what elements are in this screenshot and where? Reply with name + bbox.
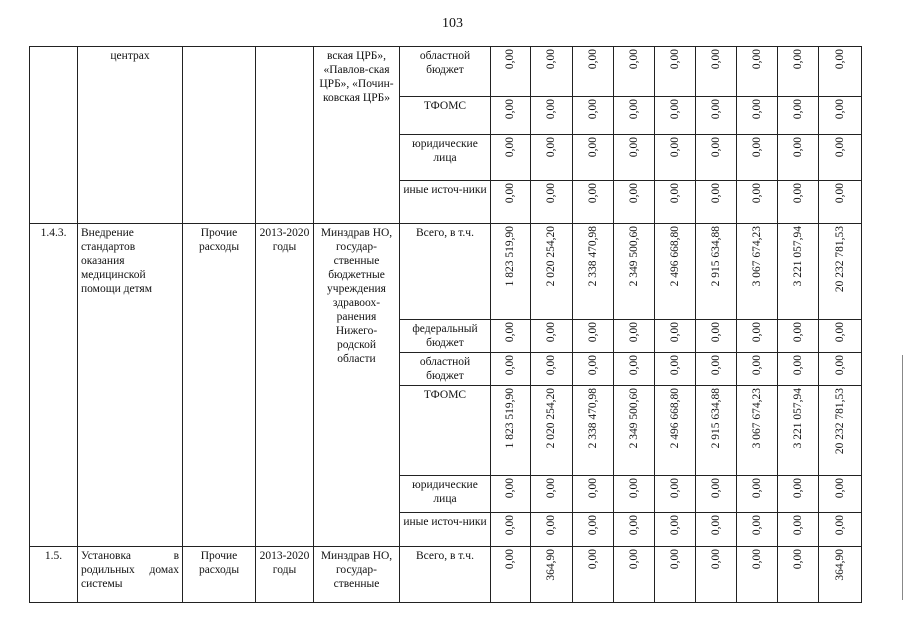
funding-source-label: иные источ-ники xyxy=(400,181,491,224)
row-number-cell: 1.4.3. xyxy=(30,224,78,547)
amount-cell: 2 338 470,98 xyxy=(586,388,599,449)
amount-cell: 0,00 xyxy=(586,99,599,120)
amount-cell: 3 221 057,94 xyxy=(791,226,804,287)
amount-cell: 3 067 674,23 xyxy=(750,388,763,449)
amount-cell: 0,00 xyxy=(627,99,640,120)
amount-cell: 0,00 xyxy=(709,478,722,499)
amount-cell: 0,00 xyxy=(545,478,558,499)
amount-cell: 0,00 xyxy=(750,183,763,204)
amount-cell: 0,00 xyxy=(833,49,846,70)
page-number: 103 xyxy=(442,16,463,31)
amount-cell: 0,00 xyxy=(586,322,599,343)
amount-cell: 0,00 xyxy=(833,478,846,499)
amount-cell: 2 020 254,20 xyxy=(545,226,558,287)
amount-cell: 2 915 634,88 xyxy=(709,388,722,449)
amount-cell: 2 496 668,80 xyxy=(668,388,681,449)
amount-cell: 0,00 xyxy=(791,478,804,499)
amount-cell: 0,00 xyxy=(545,183,558,204)
budget-table xyxy=(29,46,862,603)
amount-cell: 2 020 254,20 xyxy=(545,388,558,449)
amount-cell: 0,00 xyxy=(668,183,681,204)
amount-cell: 3 221 057,94 xyxy=(791,388,804,449)
funding-source-label: ТФОМС xyxy=(400,386,491,476)
amount-cell: 0,00 xyxy=(709,322,722,343)
amount-cell: 2 915 634,88 xyxy=(709,226,722,287)
amount-cell: 0,00 xyxy=(709,137,722,158)
amount-cell: 0,00 xyxy=(750,49,763,70)
amount-cell: 0,00 xyxy=(627,515,640,536)
table-row xyxy=(30,547,862,603)
amount-cell: 1 823 519,90 xyxy=(504,388,517,449)
amount-cell: 0,00 xyxy=(668,515,681,536)
amount-cell: 2 496 668,80 xyxy=(668,226,681,287)
amount-cell: 0,00 xyxy=(709,549,722,570)
amount-cell: 0,00 xyxy=(627,322,640,343)
amount-cell: 0,00 xyxy=(833,355,846,376)
amount-cell: 0,00 xyxy=(791,515,804,536)
funding-source-label: юридические лица xyxy=(400,476,491,513)
executor-cell: вская ЦРБ», «Павлов-ская ЦРБ», «Почин-ковская ЦРБ» xyxy=(314,47,400,224)
expense-type-cell xyxy=(183,47,256,224)
amount-cell: 0,00 xyxy=(627,355,640,376)
amount-cell: 0,00 xyxy=(504,478,517,499)
amount-cell: 0,00 xyxy=(545,355,558,376)
amount-cell: 364,90 xyxy=(545,549,558,581)
executor-cell: Минздрав НО, государ-ственные xyxy=(314,547,400,603)
funding-source-label: областной бюджет xyxy=(400,353,491,386)
amount-cell: 0,00 xyxy=(504,322,517,343)
amount-cell: 0,00 xyxy=(668,137,681,158)
amount-cell: 0,00 xyxy=(586,478,599,499)
amount-cell: 0,00 xyxy=(627,478,640,499)
amount-cell: 0,00 xyxy=(750,322,763,343)
amount-cell: 0,00 xyxy=(545,322,558,343)
amount-cell: 0,00 xyxy=(791,137,804,158)
amount-cell: 0,00 xyxy=(504,99,517,120)
funding-source-label: областной бюджет xyxy=(400,47,491,97)
funding-source-label: Всего, в т.ч. xyxy=(400,224,491,320)
amount-cell: 0,00 xyxy=(709,99,722,120)
amount-cell: 0,00 xyxy=(709,49,722,70)
amount-cell: 0,00 xyxy=(833,322,846,343)
amount-cell: 0,00 xyxy=(586,515,599,536)
amount-cell: 0,00 xyxy=(545,49,558,70)
measure-name-cell: центрах xyxy=(78,47,183,224)
amount-cell: 0,00 xyxy=(833,137,846,158)
scan-margin-line xyxy=(902,355,903,600)
amount-cell: 0,00 xyxy=(504,515,517,536)
funding-source-label: ТФОМС xyxy=(400,97,491,135)
amount-cell: 0,00 xyxy=(833,183,846,204)
funding-source-label: Всего, в т.ч. xyxy=(400,547,491,603)
amount-cell: 0,00 xyxy=(627,183,640,204)
amount-cell: 2 338 470,98 xyxy=(586,226,599,287)
amount-cell: 0,00 xyxy=(668,49,681,70)
amount-cell: 0,00 xyxy=(586,137,599,158)
amount-cell: 0,00 xyxy=(750,478,763,499)
amount-cell: 0,00 xyxy=(668,549,681,570)
amount-cell: 0,00 xyxy=(709,183,722,204)
amount-cell: 0,00 xyxy=(750,137,763,158)
amount-cell: 20 232 781,53 xyxy=(833,388,846,455)
amount-cell: 0,00 xyxy=(668,99,681,120)
expense-type-cell: Прочие расходы xyxy=(183,547,256,603)
amount-cell: 0,00 xyxy=(668,478,681,499)
amount-cell: 0,00 xyxy=(833,99,846,120)
amount-cell: 0,00 xyxy=(504,549,517,570)
amount-cell: 0,00 xyxy=(791,549,804,570)
expense-type-cell: Прочие расходы xyxy=(183,224,256,547)
amount-cell: 0,00 xyxy=(791,355,804,376)
measure-name-cell: Установка в родильных домах системы xyxy=(78,547,183,603)
amount-cell: 0,00 xyxy=(750,515,763,536)
amount-cell: 0,00 xyxy=(586,183,599,204)
amount-cell: 0,00 xyxy=(627,49,640,70)
amount-cell: 0,00 xyxy=(504,355,517,376)
amount-cell: 3 067 674,23 xyxy=(750,226,763,287)
amount-cell: 0,00 xyxy=(504,137,517,158)
period-cell xyxy=(256,47,314,224)
amount-cell: 0,00 xyxy=(709,515,722,536)
amount-cell: 0,00 xyxy=(627,549,640,570)
amount-cell: 0,00 xyxy=(627,137,640,158)
amount-cell: 0,00 xyxy=(668,322,681,343)
amount-cell: 0,00 xyxy=(504,49,517,70)
amount-cell: 2 349 500,60 xyxy=(627,388,640,449)
amount-cell: 0,00 xyxy=(791,183,804,204)
amount-cell: 0,00 xyxy=(504,183,517,204)
amount-cell: 0,00 xyxy=(586,549,599,570)
table-row xyxy=(30,224,862,320)
funding-source-label: федеральный бюджет xyxy=(400,320,491,353)
funding-source-label: иные источ-ники xyxy=(400,513,491,547)
amount-cell: 0,00 xyxy=(668,355,681,376)
period-cell: 2013-2020 годы xyxy=(256,224,314,547)
amount-cell: 364,90 xyxy=(833,549,846,581)
executor-cell: Минздрав НО, государ-ственные бюджетные учреждения здравоох-ранения Нижего-родской области xyxy=(314,224,400,547)
amount-cell: 0,00 xyxy=(545,515,558,536)
amount-cell: 0,00 xyxy=(791,99,804,120)
amount-cell: 20 232 781,53 xyxy=(833,226,846,293)
amount-cell: 0,00 xyxy=(545,99,558,120)
row-number-cell: 1.5. xyxy=(30,547,78,603)
measure-name-cell: Внедрение стандартов оказания медицинской помощи детям xyxy=(78,224,183,547)
amount-cell: 0,00 xyxy=(750,99,763,120)
table-row xyxy=(30,47,862,97)
amount-cell: 0,00 xyxy=(833,515,846,536)
amount-cell: 0,00 xyxy=(750,549,763,570)
row-number-cell xyxy=(30,47,78,224)
amount-cell: 0,00 xyxy=(750,355,763,376)
amount-cell: 0,00 xyxy=(791,49,804,70)
amount-cell: 0,00 xyxy=(586,49,599,70)
amount-cell: 0,00 xyxy=(586,355,599,376)
funding-source-label: юридические лица xyxy=(400,135,491,181)
amount-cell: 0,00 xyxy=(791,322,804,343)
amount-cell: 1 823 519,90 xyxy=(504,226,517,287)
amount-cell: 2 349 500,60 xyxy=(627,226,640,287)
amount-cell: 0,00 xyxy=(545,137,558,158)
period-cell: 2013-2020 годы xyxy=(256,547,314,603)
amount-cell: 0,00 xyxy=(709,355,722,376)
